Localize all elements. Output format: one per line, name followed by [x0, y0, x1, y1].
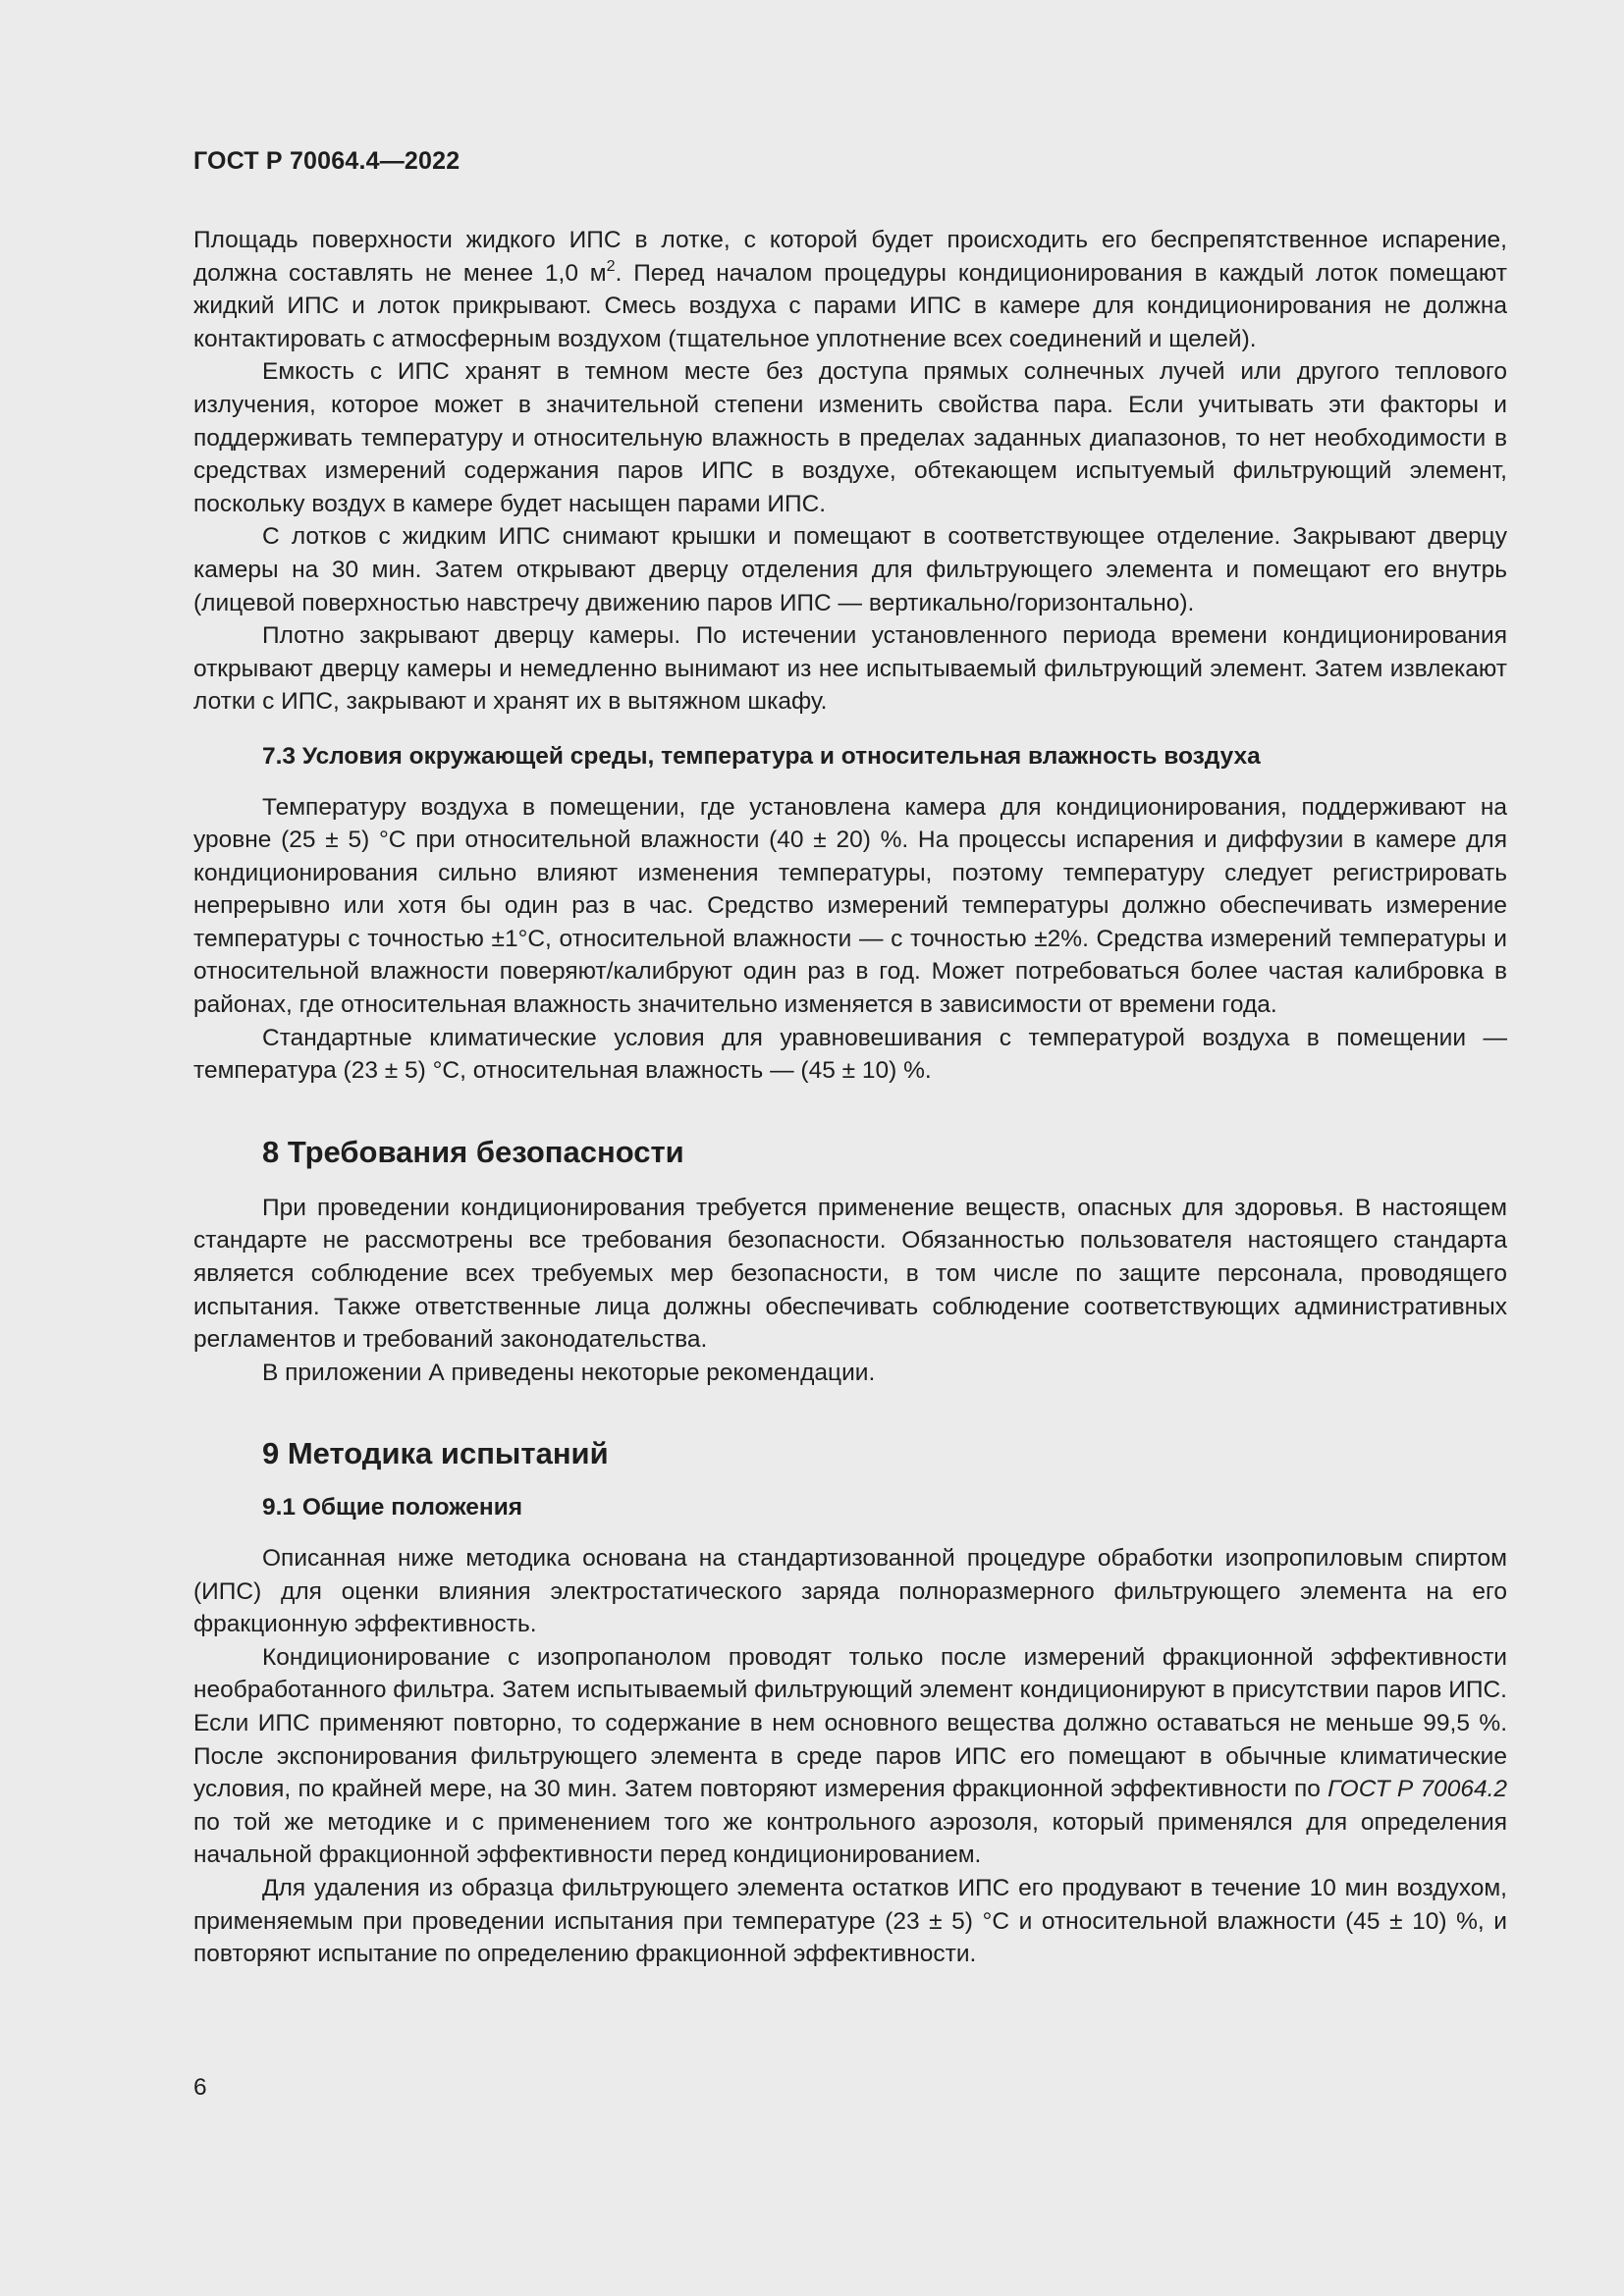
paragraph-safety: При проведении кондиционирования требуется применение веществ, опасных для здоровья. В настоящем стандарте не рассмотрены все требования безопасности. Обязанностью пользователя настоящего стандарта является соблюдение всех требуемых мер безопасности, в том числе по защите персонала, проводящего испытания. Также ответственные лица должны обеспечивать соблюдение соответствующих административных регламентов и требований законодательства.: [193, 1194, 1507, 1354]
standard-reference: ГОСТ Р 70064.2: [1327, 1776, 1508, 1803]
subsection-heading-9-1: 9.1 Общие положения: [262, 1494, 523, 1522]
paragraph-conditioning: [193, 1641, 1507, 1872]
paragraph-temperature: Температуру воздуха в помещении, где установлена камера для кондиционирования, поддерживают на уровне (25 ± 5) °С при относительной влажности (40 ± 20) %. На процессы испарения и диффузии в камере для кондиционирования сильно влияют изменения температуры, поэтому температуру следует регистрировать непрерывно или хотя бы один раз в час. Средство измерений температуры должно обеспечивать измерение температуры с точностью ±1°С, относительной влажности — с точностью ±2%. Средства измерений температуры и относительной влажности поверяют/калибруют один раз в год. Может потребоваться более частая калибровка в районах, где относительная влажность значительно изменяется в зависимости от времени года.: [193, 793, 1507, 1019]
section-heading-8: 8 Требования безопасности: [262, 1134, 684, 1169]
superscript: 2: [606, 257, 616, 275]
section-heading-9: 9 Методика испытаний: [262, 1436, 609, 1471]
paragraph-climate-conditions: Стандартные климатические условия для уравновешивания с температурой воздуха в помещении — температура (23 ± 5) °С, относительная влажность — (45 ± 10) %.: [193, 1024, 1507, 1085]
paragraph-text: Площадь поверхности жидкого ИПС в лотке, с которой будет происходить его беспрепятственное испарение, должна составлять не менее 1,0 м: [193, 227, 1507, 287]
subsection-heading-7-3: 7.3 Условия окружающей среды, температура и относительная влажность воздуха: [262, 742, 1261, 770]
paragraph-appendix-ref: В приложении А приведены некоторые рекомендации.: [262, 1359, 876, 1386]
paragraph-method-basis: Описанная ниже методика основана на стандартизованной процедуре обработки изопропиловым спиртом (ИПС) для оценки влияния электростатического заряда полноразмерного фильтрующего элемента на его фракционную эффективность.: [193, 1545, 1507, 1638]
paragraph-trays: С лотков с жидким ИПС снимают крышки и помещают в соответствующее отделение. Закрывают дверцу камеры на 30 мин. Затем открывают дверцу отделения для фильтрующего элемента и помещают его внутрь (лицевой поверхностью навстречу движению паров ИПС — вертикально/горизонтально).: [193, 523, 1507, 616]
document-number-header: ГОСТ Р 70064.4—2022: [193, 147, 460, 175]
paragraph-text: Кондиционирование с изопропанолом проводят только после измерений фракционной эффективности необработанного фильтра. Затем испытываемый фильтрующий элемент кондиционируют в присутствии паров ИПС. Если ИПС применяют повторно, то содержание в нем основного вещества должно оставаться не меньше 99,5 %. После экспонирования фильтрующего элемента в среде паров ИПС его помещают в обычные климатические условия, по крайней мере, на 30 мин. Затем повторяют измерения фракционной эффективности по: [193, 1643, 1507, 1803]
document-body: [193, 224, 1507, 1971]
paragraph-storage: Емкость с ИПС хранят в темном месте без доступа прямых солнечных лучей или другого теплового излучения, которое может в значительной степени изменить свойства пара. Если учитывать эти факторы и поддерживать температуру и относительную влажность в пределах заданных диапазонов, то нет необходимости в средствах измерений содержания паров ИПС в воздухе, обтекающем испытуемый фильтрующий элемент, поскольку воздух в камере будет насыщен парами ИПС.: [193, 358, 1507, 517]
paragraph-text: по той же методике и с применением того же контрольного аэрозоля, который применялся для определения начальной фракционной эффективности перед кондиционированием.: [193, 1808, 1507, 1869]
paragraph-tray-surface: [193, 224, 1507, 355]
page-number: 6: [193, 2074, 207, 2101]
paragraph-purge: Для удаления из образца фильтрующего элемента остатков ИПС его продувают в течение 10 мин воздухом, применяемым при проведении испытания при температуре (23 ± 5) °С и относительной влажности (45 ± 10) %, и повторяют испытание по определению фракционной эффективности.: [193, 1874, 1507, 1968]
paragraph-close-door: Плотно закрывают дверцу камеры. По истечении установленного периода времени кондиционирования открывают дверцу камеры и немедленно вынимают из нее испытываемый фильтрующий элемент. Затем извлекают лотки с ИПС, закрывают и хранят их в вытяжном шкафу.: [193, 622, 1507, 716]
paragraph-text: . Перед началом процедуры кондиционирования в каждый лоток помещают жидкий ИПС и лоток прикрывают. Смесь воздуха с парами ИПС в камере для кондиционирования не должна контактировать с атмосферным воздухом (тщательное уплотнение всех соединений и щелей).: [193, 259, 1507, 352]
